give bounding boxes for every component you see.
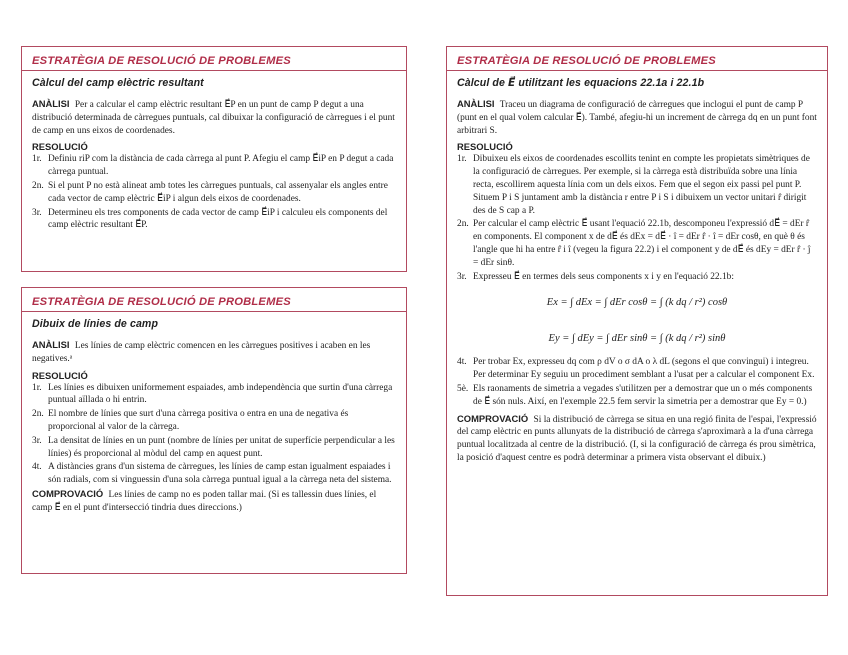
strategy-box-resultant-field — [21, 46, 407, 272]
check-paragraph — [457, 413, 817, 465]
step-item — [32, 153, 396, 179]
strategy-box-field-calculation — [446, 46, 828, 596]
check-label: COMPROVACIÓ — [457, 412, 529, 424]
resolution-label: RESOLUCIÓ — [457, 141, 513, 153]
analysis-text: Per a calcular el camp elèctric resultant E⃗P en un punt de camp P degut a una distribució determinada de càrregues puntuals, cal dibuixar la configuració de càrregues i el punt de camp en uns eixos de coordenades. — [32, 100, 395, 136]
analysis-label: ANÀLISI — [457, 98, 495, 109]
analysis-paragraph — [32, 98, 396, 137]
step-number: 3r. — [32, 207, 42, 218]
step-text: Expresseu E⃗ en termes dels seus components x i y en l'equació 22.1b: — [473, 271, 734, 282]
step-text: Les línies es dibuixen uniformement espaiades, amb independència que surtin d'una càrrega puntual aïllada o hi entrin. — [48, 382, 393, 406]
box-subtitle: Dibuix de línies de camp — [32, 318, 159, 330]
step-item — [457, 153, 817, 217]
analysis-paragraph — [457, 98, 817, 137]
analysis-text: Traceu un diagrama de configuració de càrregues que inclogui el punt de camp P (punt en el qual volem calcular E⃗). També, afegiu-hi un increment de càrrega dq en un punt font arbitrari S. — [457, 100, 817, 136]
step-text: La densitat de línies en un punt (nombre de línies per unitat de superfície perpendicular a les línies) és proporcional al mòdul del camp en aquest punt. — [48, 435, 395, 459]
check-text: Les línies de camp no es poden tallar mai. (Si es tallessin dues línies, el camp E⃗ en el punt d'intersecció tindria dues direccions.) — [32, 489, 377, 513]
step-text: Dibuixeu els eixos de coordenades escollits tenint en compte les propietats simètriques de la configuració de càrregues. Per exemple, si la càrrega està distribuïda sobre una línia recta, escollirem aquesta línia com un dels eixos. Fem que el segon eix passi pel punt P. Situem P i S juntament amb la distància r entre P i S i dibuixem un vector unitari r̂ dirigit des de S cap a P. — [473, 154, 810, 216]
steps-list — [32, 153, 396, 232]
step-item — [457, 218, 817, 269]
box-subtitle: Càlcul de E⃗ utilitzant les equacions 22.1a i 22.1b — [457, 77, 705, 89]
step-text: Per trobar Ex, expresseu dq com ρ dV o σ dA o λ dL (segons el que convingui) i integreu. Per determinar Ey seguiu un procediment semblant a l'usat per a calcular el component Ex. — [473, 357, 815, 381]
step-number: 1r. — [457, 154, 467, 165]
check-text: Si la distribució de càrrega se situa en una regió finita de l'espai, l'expressió del camp elèctric en punts allunyats de la distribució de càrrega s'aproximarà a la d'una càrrega puntual localitzada al centre de la distribució. (I, si la configuració de càrrega és prou simètrica, la posició d'aquest centre es podrà determinar a primera vista observant el dibuix.) — [457, 414, 817, 463]
step-number: 3r. — [457, 271, 467, 282]
analysis-paragraph — [32, 339, 396, 366]
step-number: 1r. — [32, 154, 42, 165]
equation-ex: Ex = ∫ dEx = ∫ dEr cosθ = ∫ (k dq / r²) cosθ — [546, 296, 728, 308]
step-text: A distàncies grans d'un sistema de càrregues, les línies de camp estan igualment espaiades i són radials, com si vinguessin d'una sola càrrega puntual igual a la càrrega neta del sistema. — [48, 462, 392, 486]
step-number: 2n. — [32, 409, 44, 420]
step-number: 5è. — [457, 383, 469, 394]
step-item — [32, 207, 396, 233]
step-item — [457, 383, 817, 409]
step-number: 1r. — [32, 382, 42, 393]
box-title: ESTRATÈGIA DE RESOLUCIÓ DE PROBLEMES — [22, 55, 406, 71]
step-item — [457, 356, 817, 382]
step-number: 2n. — [457, 219, 469, 230]
step-number: 3r. — [32, 435, 42, 446]
step-text: Els raonaments de simetria a vegades s'utilitzen per a demostrar que un o més components de E⃗ són nuls. Així, en l'exemple 22.5 fem servir la simetria per a demostrar que Ey = 0.) — [473, 383, 813, 407]
step-text: El nombre de línies que surt d'una càrrega positiva o entra en una de negativa és proporcional al valor de la càrrega. — [48, 409, 349, 432]
box-title: ESTRATÈGIA DE RESOLUCIÓ DE PROBLEMES — [447, 55, 827, 71]
step-text: Per calcular el camp elèctric E⃗ usant l'equació 22.1b, descomponeu l'expressió dE⃗ = dEr r̂ en components. El component x de dE⃗ és dEx = dE⃗ · î = dEr r̂ · î = dEr cosθ, en què θ és l'angle que hi ha entre r̂ i î (vegeu la figura 22.2) i el component y de dE⃗ és dEy = dEr r̂ · ĵ = dEr sinθ. — [473, 219, 811, 268]
step-text: Si el punt P no està alineat amb totes les càrregues puntuals, cal assenyalar els angles entre cada vector de camp elèctric E⃗iP i algun dels eixos de coordenades. — [48, 180, 388, 204]
step-item — [32, 435, 396, 461]
steps-list — [457, 153, 817, 283]
equation-ey: Ey = ∫ dEy = ∫ dEr sinθ = ∫ (k dq / r²) sinθ — [548, 332, 726, 344]
analysis-label: ANÀLISI — [32, 98, 70, 109]
strategy-box-field-lines — [21, 287, 407, 574]
step-item — [32, 408, 396, 434]
analysis-text: Les línies de camp elèctric comencen en les càrregues positives i acaben en les negatives.ᵃ — [32, 341, 371, 364]
analysis-label: ANÀLISI — [32, 339, 70, 350]
resolution-label: RESOLUCIÓ — [32, 369, 88, 381]
step-item — [457, 271, 817, 284]
step-text: Definiu riP com la distància de cada càrrega al punt P. Afegiu el camp E⃗iP en P degut a cada càrrega puntual. — [48, 154, 394, 178]
check-label: COMPROVACIÓ — [32, 487, 104, 499]
step-item — [32, 180, 396, 206]
check-paragraph — [32, 488, 396, 515]
resolution-label: RESOLUCIÓ — [32, 141, 88, 153]
steps-list-continued — [457, 356, 817, 408]
step-number: 2n. — [32, 180, 44, 191]
box-title: ESTRATÈGIA DE RESOLUCIÓ DE PROBLEMES — [22, 296, 406, 312]
step-number: 4t. — [32, 462, 42, 473]
box-subtitle: Càlcul del camp elèctric resultant — [32, 77, 204, 89]
step-item — [32, 461, 396, 487]
steps-list — [32, 382, 396, 487]
step-item — [32, 382, 396, 408]
step-number: 4t. — [457, 357, 467, 368]
step-text: Determineu els tres components de cada vector de camp E⃗iP i calculeu els components del camp elèctric resultant E⃗P. — [48, 207, 388, 231]
